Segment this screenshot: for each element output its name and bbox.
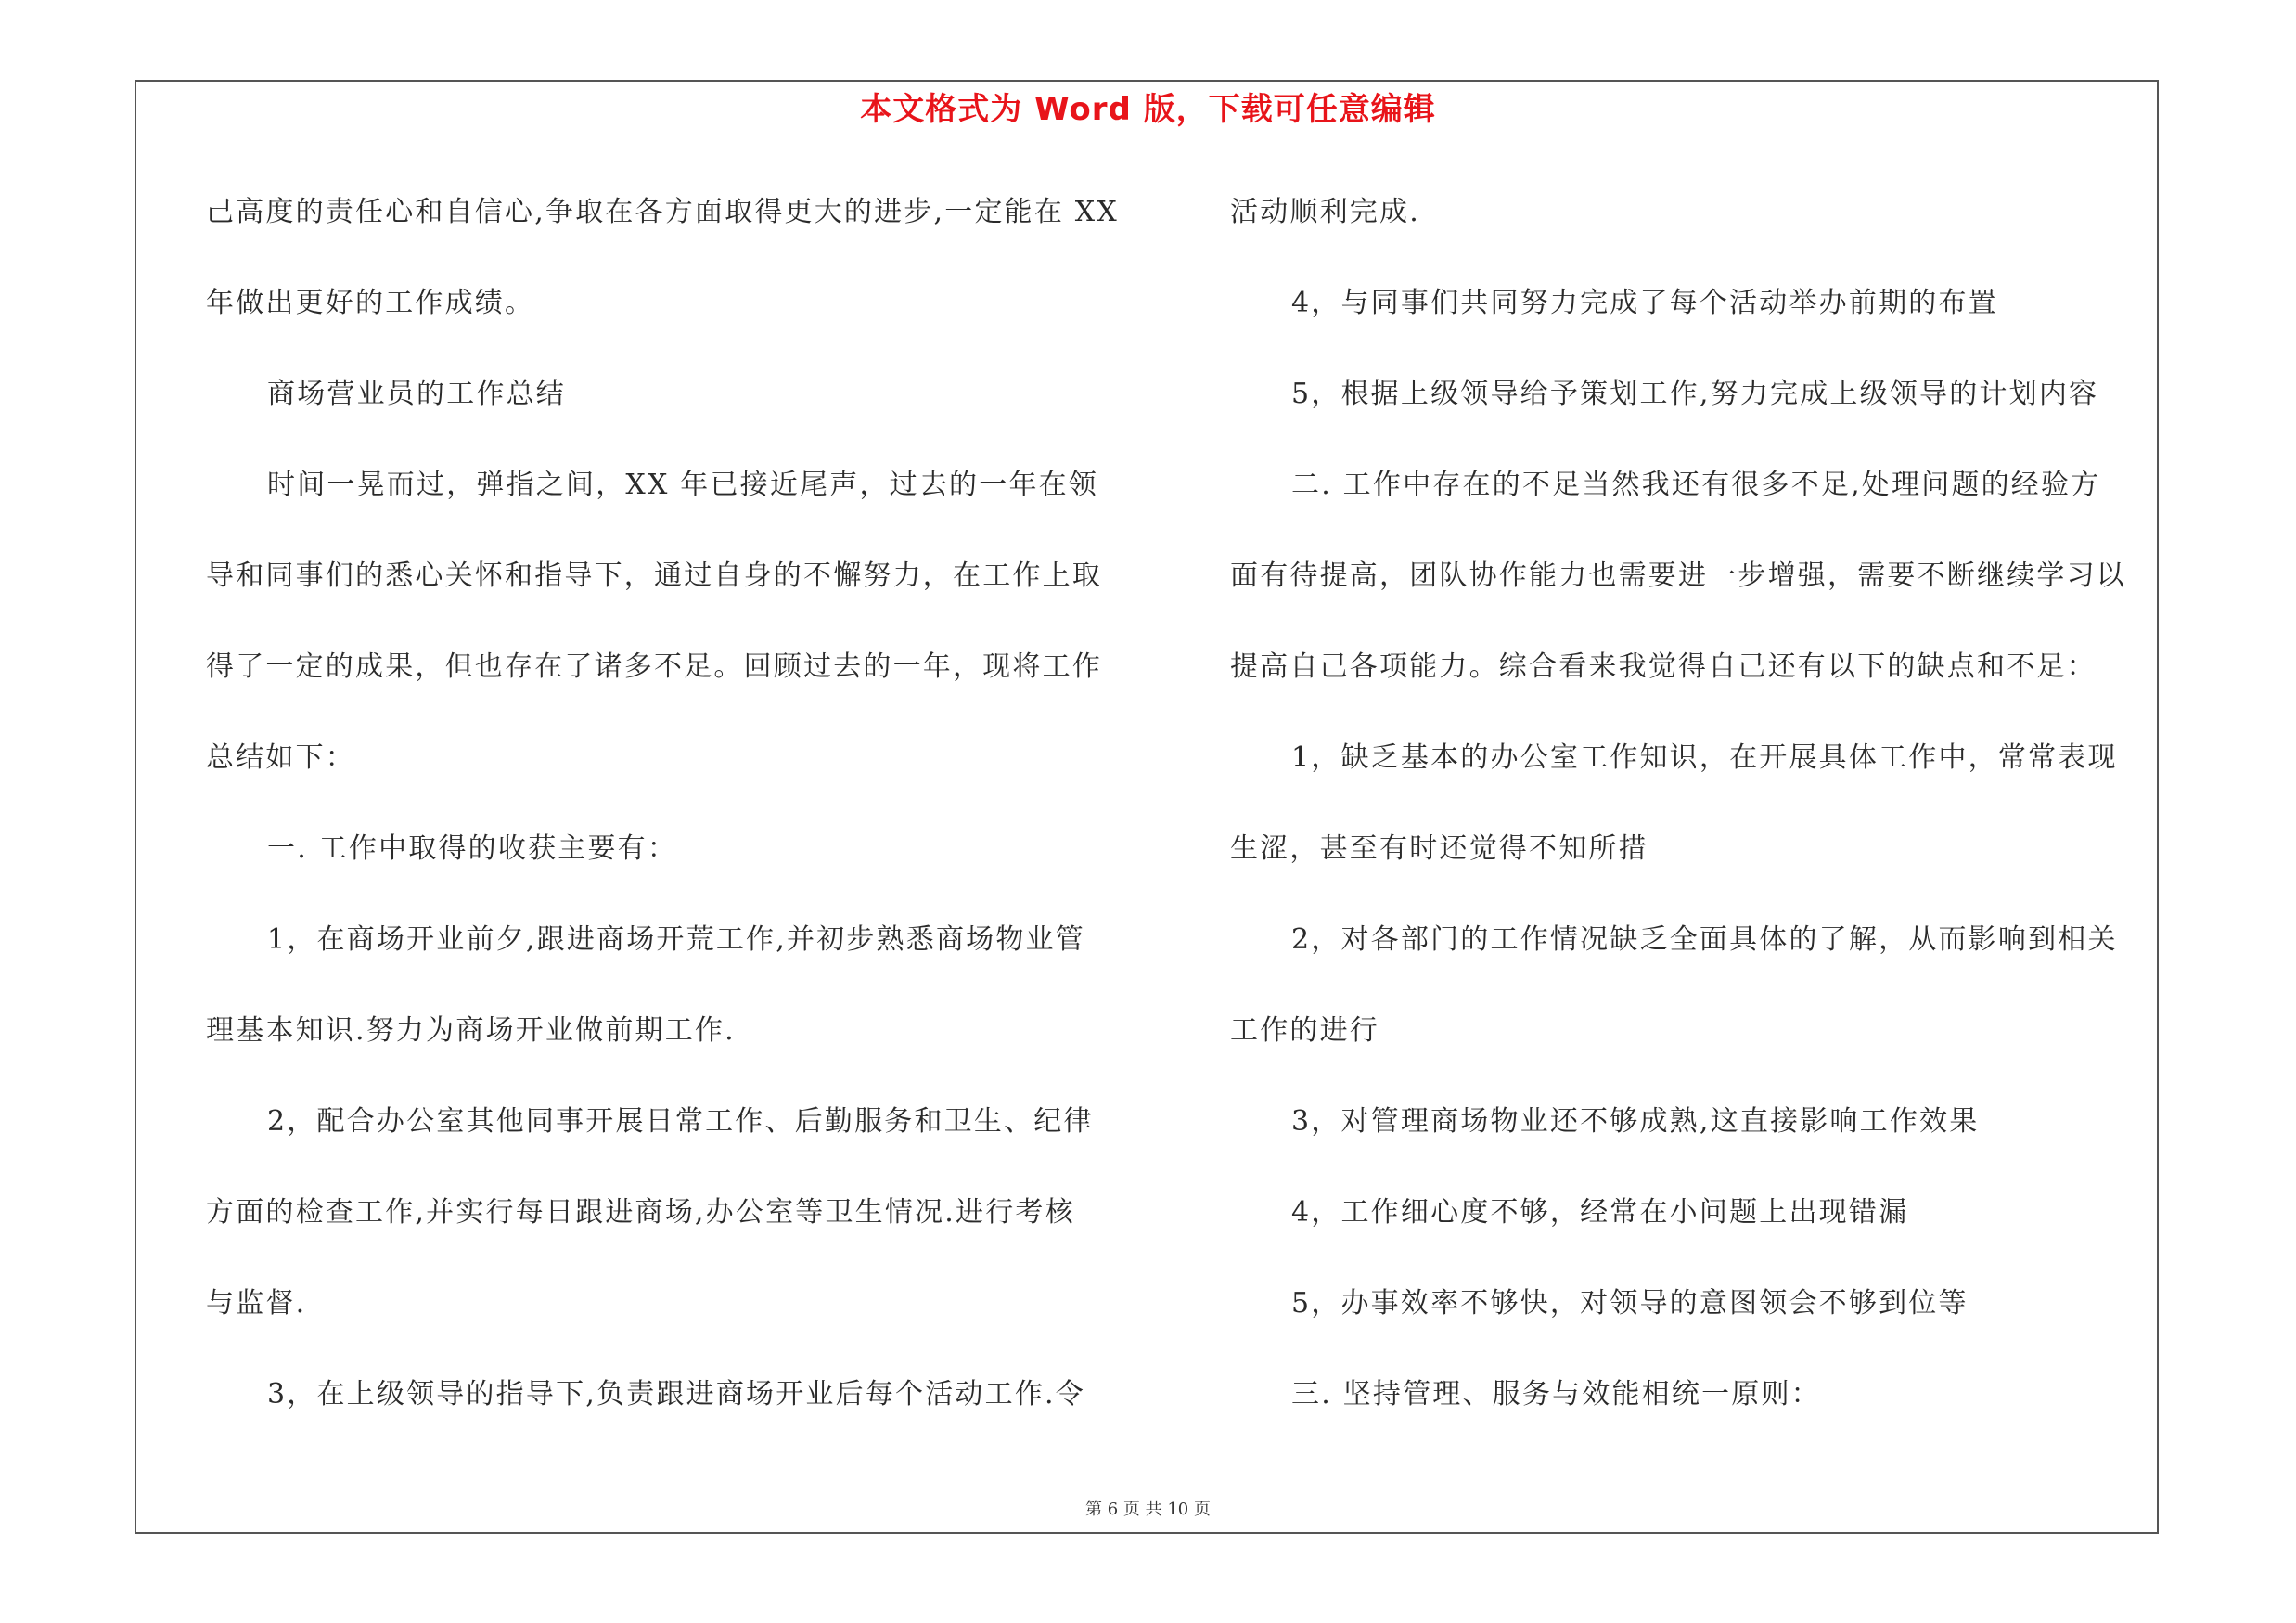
text-line: 活动顺利完成. bbox=[1230, 196, 1420, 228]
text-line: 1，缺乏基本的办公室工作知识，在开展具体工作中，常常表现 bbox=[1291, 741, 2118, 774]
text-line: 面有待提高，团队协作能力也需要进一步增强，需要不断继续学习以 bbox=[1230, 560, 2126, 592]
header-banner: 本文格式为 Word 版，下载可任意编辑 bbox=[860, 91, 1436, 128]
text-line: 1，在商场开业前夕,跟进商场开荒工作,并初步熟悉商场物业管 bbox=[267, 923, 1085, 956]
text-line: 时间一晃而过，弹指之间，XX 年已接近尾声，过去的一年在领 bbox=[267, 469, 1099, 501]
text-line: 二. 工作中存在的不足当然我还有很多不足,处理问题的经验方 bbox=[1291, 469, 2101, 501]
text-line: 理基本知识.努力为商场开业做前期工作. bbox=[206, 1014, 736, 1047]
text-line: 5，办事效率不够快，对领导的意图领会不够到位等 bbox=[1291, 1287, 1969, 1320]
text-line: 4，工作细心度不够，经常在小问题上出现错漏 bbox=[1291, 1196, 1909, 1229]
text-line: 5，根据上级领导给予策划工作,努力完成上级领导的计划内容 bbox=[1291, 378, 2099, 410]
text-line: 工作的进行 bbox=[1230, 1014, 1379, 1047]
text-line: 3，在上级领导的指导下,负责跟进商场开业后每个活动工作.令 bbox=[267, 1378, 1085, 1410]
section-title: 商场营业员的工作总结 bbox=[267, 378, 566, 410]
text-line: 导和同事们的悉心关怀和指导下，通过自身的不懈努力，在工作上取 bbox=[206, 560, 1102, 592]
page-number: 第 6 页 共 10 页 bbox=[1085, 1500, 1211, 1519]
text-line: 年做出更好的工作成绩。 bbox=[206, 287, 535, 319]
text-line: 己高度的责任心和自信心,争取在各方面取得更大的进步,一定能在 XX bbox=[206, 196, 1119, 228]
text-line: 提高自己各项能力。综合看来我觉得自己还有以下的缺点和不足： bbox=[1230, 650, 2097, 683]
text-line: 总结如下： bbox=[206, 741, 355, 774]
text-line: 3，对管理商场物业还不够成熟,这直接影响工作效果 bbox=[1291, 1105, 1980, 1138]
text-line: 与监督. bbox=[206, 1287, 307, 1320]
text-line: 4，与同事们共同努力完成了每个活动举办前期的布置 bbox=[1291, 287, 1998, 319]
right-column bbox=[1230, 182, 2158, 1455]
text-line: 2，配合办公室其他同事开展日常工作、后勤服务和卫生、纪律 bbox=[267, 1105, 1094, 1138]
text-line: 得了一定的成果，但也存在了诸多不足。回顾过去的一年，现将工作 bbox=[206, 650, 1102, 683]
text-line: 生涩，甚至有时还觉得不知所措 bbox=[1230, 832, 1648, 865]
text-line: 三. 坚持管理、服务与效能相统一原则： bbox=[1291, 1378, 1821, 1410]
text-line: 一. 工作中取得的收获主要有： bbox=[267, 832, 678, 865]
text-line: 方面的检查工作,并实行每日跟进商场,办公室等卫生情况.进行考核 bbox=[206, 1196, 1075, 1229]
left-column bbox=[206, 182, 1134, 1455]
text-line: 2，对各部门的工作情况缺乏全面具体的了解，从而影响到相关 bbox=[1291, 923, 2118, 956]
